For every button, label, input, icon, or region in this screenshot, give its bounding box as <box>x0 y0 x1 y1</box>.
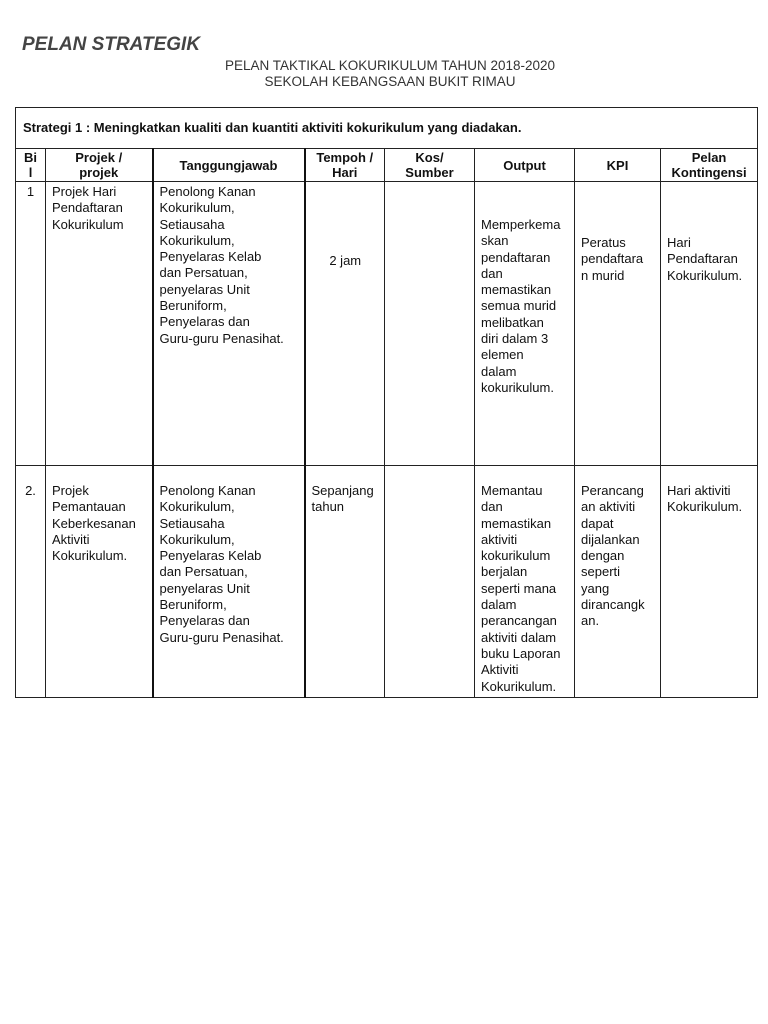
school-name: SEKOLAH KEBANGSAAN BUKIT RIMAU <box>264 74 516 89</box>
cell-projek: Projek Hari Pendaftaran Kokurikulum <box>46 182 153 466</box>
header-row <box>16 149 758 182</box>
cell-kos <box>385 182 475 466</box>
header-kpi: KPI <box>575 149 661 182</box>
header-output: Output <box>475 149 575 182</box>
cell-kos <box>385 466 475 698</box>
tactical-plan-table <box>15 107 758 698</box>
cell-output: Memperkema skan pendaftaran dan memastikan semua murid melibatkan diri dalam 3 elemen dalam kokurikulum. <box>475 182 575 466</box>
header-projek: Projek / projek <box>46 149 153 182</box>
table-row <box>16 466 758 698</box>
cell-tanggungjawab: Penolong Kanan Kokurikulum, Setiausaha Kokurikulum, Penyelaras Kelab dan Persatuan, penyelaras Unit Beruniform, Penyelaras dan Guru-guru Penasihat. <box>153 466 305 698</box>
cell-kpi: Perancang an aktiviti dapat dijalankan dengan seperti yang dirancangk an. <box>575 466 661 698</box>
cell-output: Memantau dan memastikan aktiviti kokurikulum berjalan seperti mana dalam perancangan aktiviti dalam buku Laporan Aktiviti Kokurikulum. <box>475 466 575 698</box>
cell-projek: Projek Pemantauan Keberkesanan Aktiviti Kokurikulum. <box>46 466 153 698</box>
cell-pelan: Hari aktiviti Kokurikulum. <box>661 466 758 698</box>
header-pelan: Pelan Kontingensi <box>661 149 758 182</box>
strategy-text: Strategi 1 : Meningkatkan kualiti dan kuantiti aktiviti kokurikulum yang diadakan. <box>16 108 758 149</box>
document-label: PELAN STRATEGIK <box>22 34 201 55</box>
cell-bil: 2. <box>16 466 46 698</box>
cell-kpi: Peratus pendaftara n murid <box>575 182 661 466</box>
cell-pelan: Hari Pendaftaran Kokurikulum. <box>661 182 758 466</box>
strategy-row <box>16 108 758 149</box>
cell-tempoh: Sepanjang tahun <box>305 466 385 698</box>
header-tempoh: Tempoh / Hari <box>305 149 385 182</box>
cell-bil: 1 <box>16 182 46 466</box>
header-kos: Kos/ Sumber <box>385 149 475 182</box>
cell-tanggungjawab: Penolong Kanan Kokurikulum, Setiausaha Kokurikulum, Penyelaras Kelab dan Persatuan, penyelaras Unit Beruniform, Penyelaras dan Guru-guru Penasihat. <box>153 182 305 466</box>
cell-tempoh: 2 jam <box>305 182 385 466</box>
table-row <box>16 182 758 466</box>
document-title: PELAN TAKTIKAL KOKURIKULUM TAHUN 2018-2020 <box>224 58 556 73</box>
header-bil: Bi l <box>16 149 46 182</box>
header-tanggungjawab: Tanggungjawab <box>153 149 305 182</box>
